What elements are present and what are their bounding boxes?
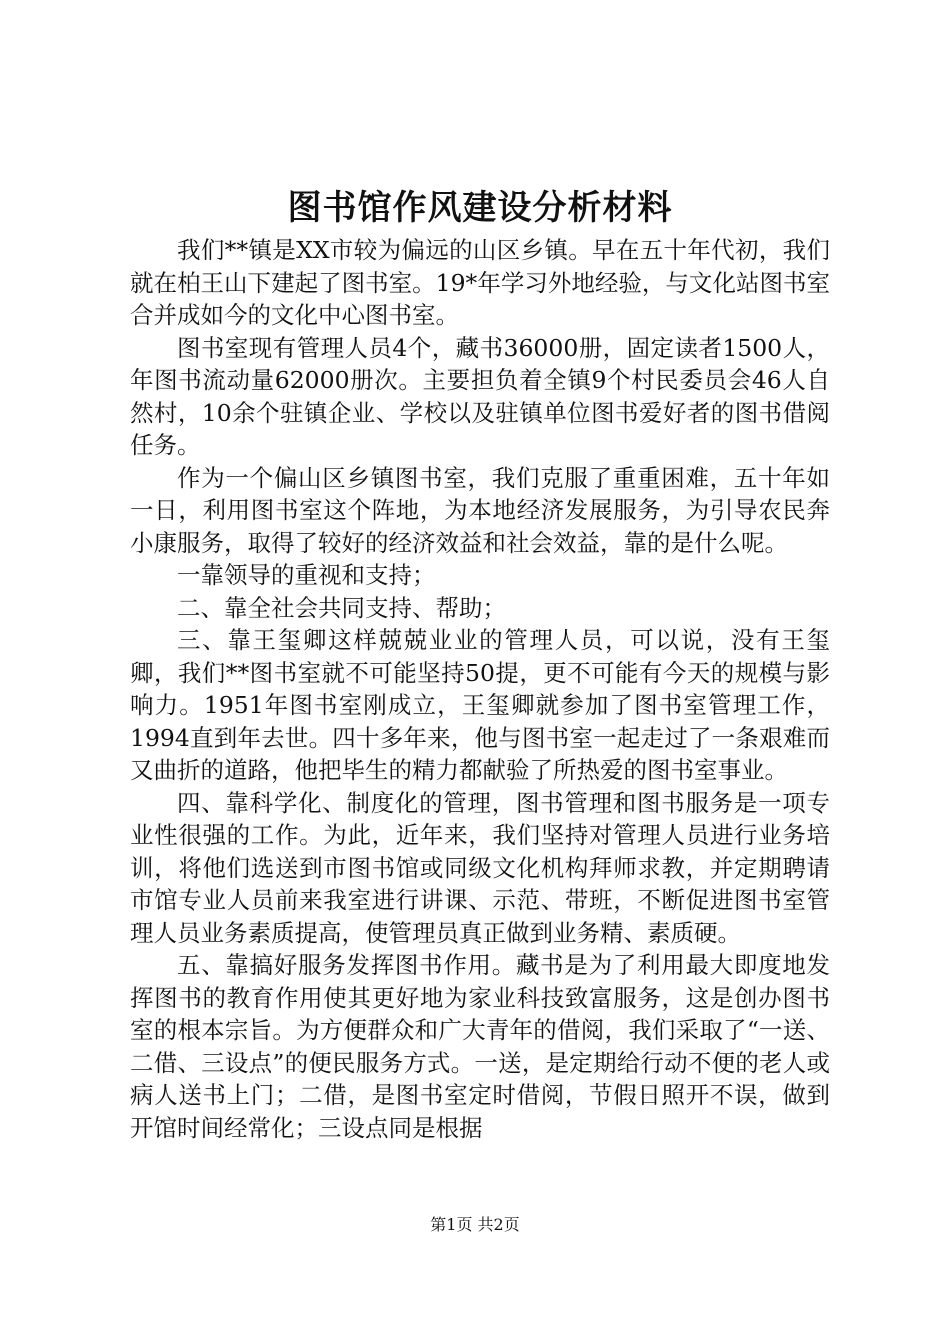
paragraph-point-one: 一靠领导的重视和支持；	[177, 561, 436, 589]
paragraph-intro: 我们**镇是XX市较为偏远的山区乡镇。早在五十年代初，我们就在柏王山下建起了图书室。19*年学习外地经验，与文化站图书室合并成如今的文化中心图书室。	[130, 236, 830, 329]
paragraph-point-five: 五、靠搞好服务发挥图书作用。藏书是为了利用最大即度地发挥图书的教育作用使其更好地为家业科技致富服务，这是创办图书室的根本宗旨。为方便群众和广大青年的借阅，我们采取了“一送、二借、三设点”的便民服务方式。一送，是定期给行动不便的老人或病人送书上门；二借，是图书室定时借阅，节假日照开不误，做到开馆时间经常化；三设点同是根据	[130, 951, 830, 1142]
document-body	[130, 234, 830, 1144]
page-number-footer: 第1页 共2页	[430, 1215, 520, 1234]
paragraph-point-three: 三、靠王玺卿这样兢兢业业的管理人员，可以说，没有王玺卿，我们**图书室就不可能坚持50提，更不可能有今天的规模与影响力。1951年图书室刚成立，王玺卿就参加了图书室管理工作，1994直到年去世。四十多年来，他与图书室一起走过了一条艰难而又曲折的道路，他把毕生的精力都献验了所热爱的图书室事业。	[130, 626, 830, 784]
paragraph-achievements: 作为一个偏山区乡镇图书室，我们克服了重重困难，五十年如一日，利用图书室这个阵地，为本地经济发展服务，为引导农民奔小康服务，取得了较好的经济效益和社会效益，靠的是什么呢。	[130, 463, 830, 557]
paragraph-point-two: 二、靠全社会共同支持、帮助；	[177, 593, 506, 622]
document-title: 图书馆作风建设分析材料	[287, 188, 673, 228]
paragraph-staff-and-collection: 图书室现有管理人员4个，藏书36000册，固定读者1500人，年图书流动量62000册次。主要担负着全镇9个村民委员会46人自然村，10余个驻镇企业、学校以及驻镇单位图书爱好者的图书借阅任务。	[130, 333, 830, 459]
paragraph-point-four: 四、靠科学化、制度化的管理，图书管理和图书服务是一项专业性很强的工作。为此，近年来，我们坚持对管理人员进行业务培训，将他们选送到市图书馆或同级文化机构拜师求教，并定期聘请市馆专业人员前来我室进行讲课、示范、带班，不断促进图书室管理人员业务素质提高，使管理员真正做到业务精、素质硬。	[130, 788, 830, 947]
